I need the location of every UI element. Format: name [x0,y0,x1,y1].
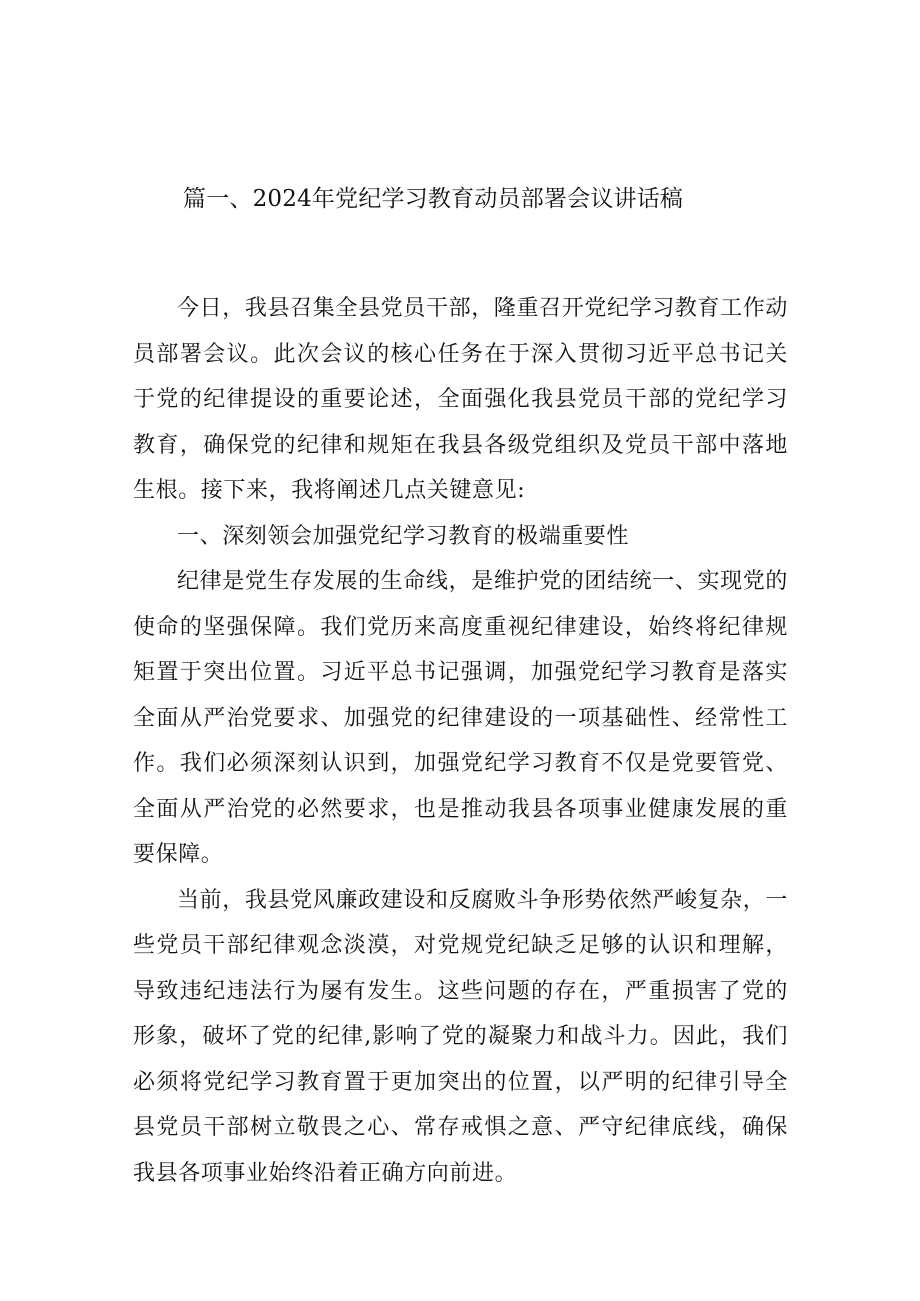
paragraph-intro: 今日，我县召集全县党员干部，隆重召开党纪学习教育工作动员部署会议。此次会议的核心任务在于深入贯彻习近平总书记关于党的纪律提设的重要论述，全面强化我县党员干部的党纪学习教育，确保党的纪律和规矩在我县各级党组织及党员干部中落地生根。接下来，我将阐述几点关键意见: [133,296,788,503]
document-body [133,286,788,1196]
paragraph-current-situation: 当前，我县党风廉政建设和反腐败斗争形势依然严峻复杂，一些党员干部纪律观念淡漠，对党规党纪缺乏足够的认识和理解，导致违纪违法行为屡有发生。这些问题的存在，严重损害了党的形象，破坏了党的纪律,影响了党的凝聚力和战斗力。因此，我们必须将党纪学习教育置于更加突出的位置，以严明的纪律引导全县党员干部树立敬畏之心、常存戒惧之意、严守纪律底线，确保我县各项事业始终沿着正确方向前进。 [133,887,788,1186]
paragraph-discipline-importance: 纪律是党生存发展的生命线，是维护党的团结统一、实现党的使命的坚强保障。我们党历来高度重视纪律建设，始终将纪律规矩置于突出位置。习近平总书记强调，加强党纪学习教育是落实全面从严治党要求、加强党的纪律建设的一项基础性、经常性工作。我们必须深刻认识到，加强党纪学习教育不仅是党要管党、全面从严治党的必然要求，也是推动我县各项事业健康发展的重要保障。 [133,569,788,867]
document-title: 篇一、2024年党纪学习教育动员部署会议讲话稿 [183,186,684,212]
section-heading-1: 一、深刻领会加强党纪学习教育的极端重要性 [177,523,630,549]
